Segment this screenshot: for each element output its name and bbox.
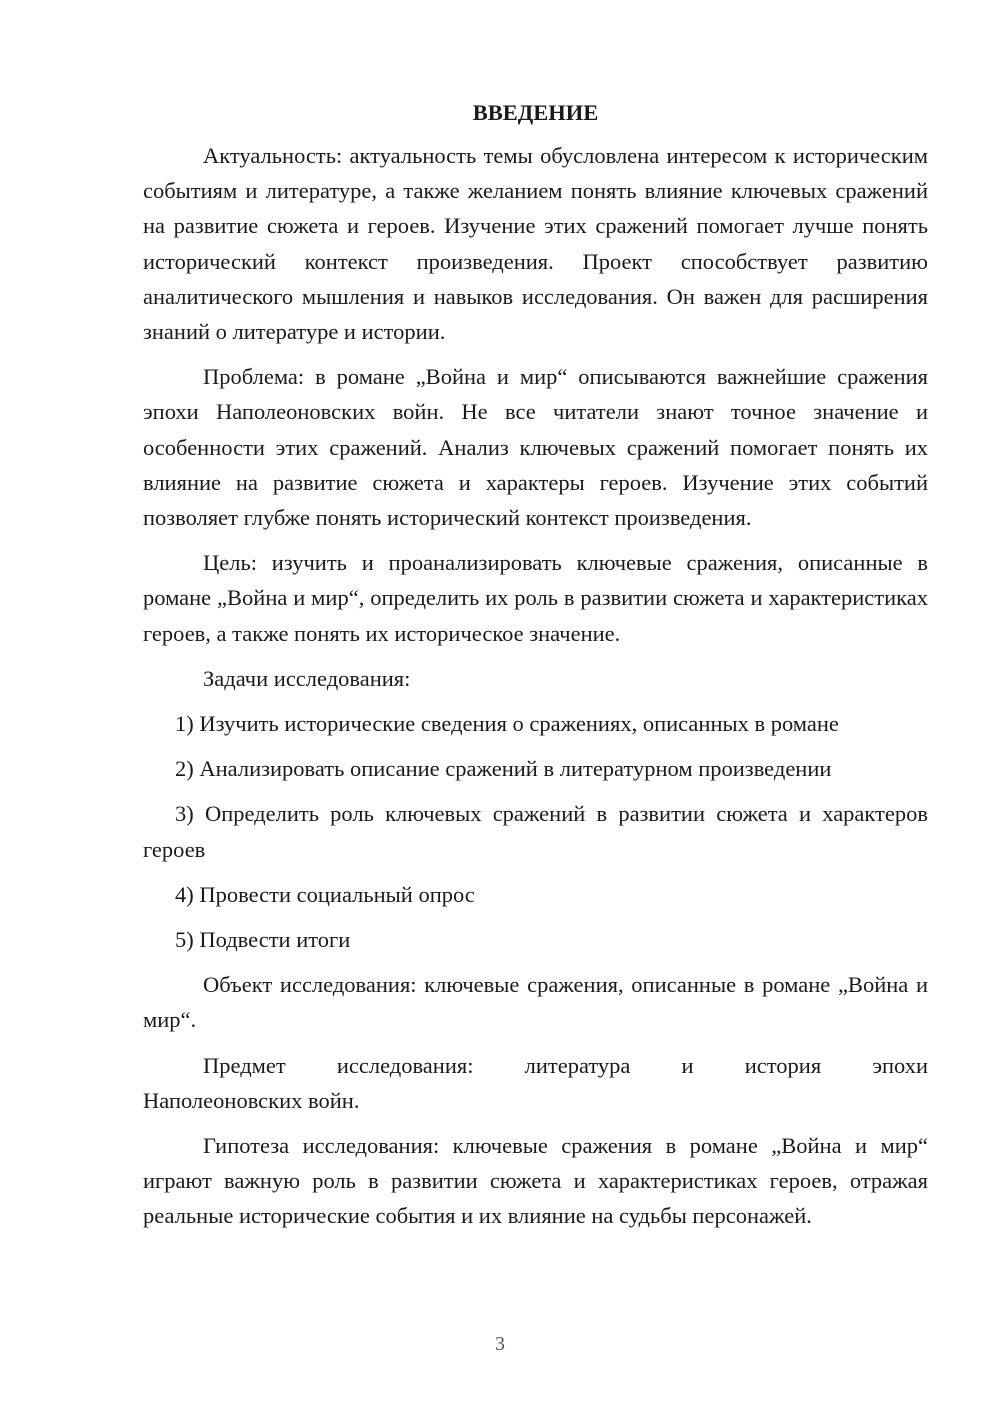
page-content (143, 95, 928, 1244)
goal-paragraph: Цель: изучить и проанализировать ключевые сражения, описанные в романе „Война и мир“, определить их роль в развитии сюжета и характеристиках героев, а также понять их историческое значение. (143, 550, 928, 646)
problem-paragraph: Проблема: в романе „Война и мир“ описываются важнейшие сражения эпохи Наполеоновских войн. Не все читатели знают точное значение и особенности этих сражений. Анализ ключевых сражений помогает понять их влияние на развитие сюжета и характеры героев. Изучение этих событий позволяет глубже понять исторический контекст произведения. (143, 364, 928, 531)
subject-paragraph (143, 1048, 928, 1118)
hypothesis-paragraph: Гипотеза исследования: ключевые сражения в романе „Война и мир“ играют важную роль в развитии сюжета и характеристиках героев, отражая реальные исторические события и их влияние на судьбы персонажей. (143, 1133, 928, 1229)
section-heading: ВВЕДЕНИЕ (472, 100, 599, 125)
object-paragraph: Объект исследования: ключевые сражения, описанные в романе „Война и мир“. (143, 972, 928, 1033)
task-item-5: 5) Подвести итоги (175, 927, 351, 953)
page-number: 3 (495, 1333, 505, 1355)
task-item-1: 1) Изучить исторические сведения о сражениях, описанных в романе (175, 711, 839, 737)
subject-line-2: Наполеоновских войн. (143, 1087, 360, 1113)
subject-line-1: Предмет исследования: литература и история эпохи (203, 1052, 928, 1078)
tasks-title: Задачи исследования: (203, 665, 411, 691)
task-item-2: 2) Анализировать описание сражений в литературном произведении (175, 756, 832, 782)
relevance-paragraph: Актуальность: актуальность темы обусловлена интересом к историческим событиям и литературе, а также желанием понять влияние ключевых сражений на развитие сюжета и героев. Изучение этих сражений помогает лучше понять исторический контекст произведения. Проект способствует развитию аналитического мышления и навыков исследования. Он важен для расширения знаний о литературе и истории. (143, 143, 928, 345)
task-item-4: 4) Провести социальный опрос (175, 881, 475, 907)
task-item-3: 3) Определить роль ключевых сражений в развитии сюжета и характеров героев (143, 801, 928, 862)
